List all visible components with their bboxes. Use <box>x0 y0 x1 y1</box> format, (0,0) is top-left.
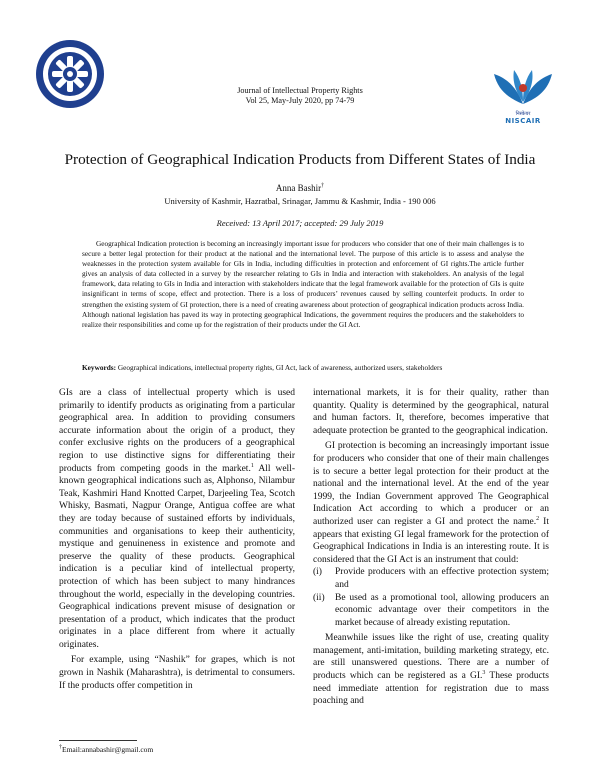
journal-volume: Vol 25, May-July 2020, pp 74-79 <box>245 96 355 105</box>
paragraph: international markets, it is for their quality, rather than quantity. Quality is determined by the geographical, natural and human factors. It, therefore, becomes imperative that adequate protection be granted to the geographical indication. <box>313 388 549 436</box>
list-item-number: (i) <box>313 567 322 578</box>
journal-header <box>180 86 420 106</box>
body-column-right <box>313 387 549 708</box>
article-title: Protection of Geographical Indication Products from Different States of India <box>64 151 536 168</box>
paragraph-text: Meanwhile issues like the right of use, creating quality management, anti-imitation, building marketing strategy, etc. are still unanswered questions. There are a number of products which can be registered as a GI. <box>313 633 549 682</box>
criteria-list <box>313 566 549 629</box>
paragraph: For example, using “Nashik” for grapes, which is not grown in Nashik (Maharashtra), is detrimental to consumers. If the products offer competition in <box>59 655 295 691</box>
paragraph-text: All well-known geographical indications such as, Alphonso, Nilambur Teak, Kashmiri Hand Knotted Carpet, Darjeeling Tea, Scotch Whisky, Basmati, Nagpur Orange, Antigua coffee are what they are today because of sustained efforts by individuals, communities and organisations to keep their authenticity, mystique and genuineness in existence and promote and preserve the quality of these products. Geographical indication is a peculiar kind of intellectual property, protection of which has been subject to many hindrances throughout the world, especially in the developing countries. Geographical indications prevent misuse of designation or presentation of a product, which indicates that the product originates in a place different from where it actually originates. <box>59 463 295 650</box>
affiliation: University of Kashmir, Hazratbal, Srinagar, Jammu & Kashmir, India - 190 006 <box>164 196 436 206</box>
csir-emblem-icon <box>34 38 106 110</box>
author-name: Anna Bashir <box>275 183 322 193</box>
niscair-logo <box>490 68 556 125</box>
paragraph-text: It appears that existing GI legal framework for the protection of Geographical Indications in India is an interesting route. It is considered that the GI Act is an instrument that could: <box>313 516 549 565</box>
paragraph-text: GIs are a class of intellectual property which is used primarily to identify products as originating from a particular geographical area. In addition to providing consumers accurate information about the origin of a product, they confer exclusive rights on the producers of a geographical region to use distinctive signs for differentiating their products from competing goods in the market. <box>59 388 295 474</box>
journal-name: Journal of Intellectual Property Rights <box>237 86 363 95</box>
list-item <box>313 592 549 630</box>
paragraph <box>59 387 295 651</box>
paragraph <box>313 440 549 566</box>
author-mark: † <box>321 183 325 189</box>
list-item-text: Be used as a promotional tool, allowing producers an economic advantage over their competitors in the market because of already existing reputation. <box>335 592 549 628</box>
keywords-text: Geographical indications, intellectual property rights, GI Act, lack of awareness, authorized users, stakeholders <box>117 363 443 372</box>
paragraph-text: GI protection is becoming an increasingly important issue for producers who consider that one of their main challenges is to secure a better legal protection for their product at the national and the international level. At the end of the year 1999, the Indian Government approved The Geographical Indication Act according to which a producer or an authorized user can register a GI and protect the name. <box>313 441 549 527</box>
list-item <box>313 566 549 591</box>
received-dates: Received: 13 April 2017; accepted: 29 July 2019 <box>216 218 384 228</box>
reference-mark: 3 <box>482 669 486 676</box>
keywords <box>82 363 524 373</box>
paragraph-text: These products need immediate attention for registration due to mass poaching and <box>313 671 549 707</box>
niscair-logo-icon <box>490 68 556 106</box>
footnote-divider <box>59 740 137 741</box>
body-column-left <box>59 387 295 692</box>
niscair-text: NISCAIR <box>505 117 541 125</box>
author-line <box>30 183 570 194</box>
list-item-text: Provide producers with an effective protection system; and <box>335 567 549 590</box>
paragraph <box>313 632 549 708</box>
footnote-mark: † <box>59 744 62 751</box>
reference-mark: 1 <box>250 462 254 469</box>
footnote <box>59 745 153 755</box>
footnote-email: Email:annabashir@gmail.com <box>62 745 154 754</box>
abstract <box>82 239 524 330</box>
niscair-hindi-text: निस्केयर <box>515 111 531 117</box>
keywords-label: Keywords: <box>82 363 117 372</box>
abstract-text: Geographical Indication protection is becoming an increasingly important issue for producers who consider that one of their main challenges is to secure a better legal protection for their product at the national and the international level. The purpose of this article is to assess and analyse the weaknesses in the protection system available for GIs in India, including difficulties in protection and enforcement of GI rights.The article further gives an analysis of data collected in a survey by the researcher relating to GIs in India and interaction with stakeholders. An analysis of the legal framework, data relating to GIs in India and interaction with stakeholders indicate that the legal framework available for the protection of GIs is quite insignificant in terms of scope, effect and protection. There is a loss of producers’ revenues caused by selling counterfeit products. In order to strengthen the existing system of GI protection, there is a need of creating awareness about protection of geographical indication products across India. Although national legislation has paved its way in protecting geographical Indications, the government requires the producers and the stakeholders to realize their responsibilities and come up for the registration of their products under the GI Act. <box>82 239 524 329</box>
reference-mark: 2 <box>536 515 540 522</box>
list-item-number: (ii) <box>313 592 325 603</box>
